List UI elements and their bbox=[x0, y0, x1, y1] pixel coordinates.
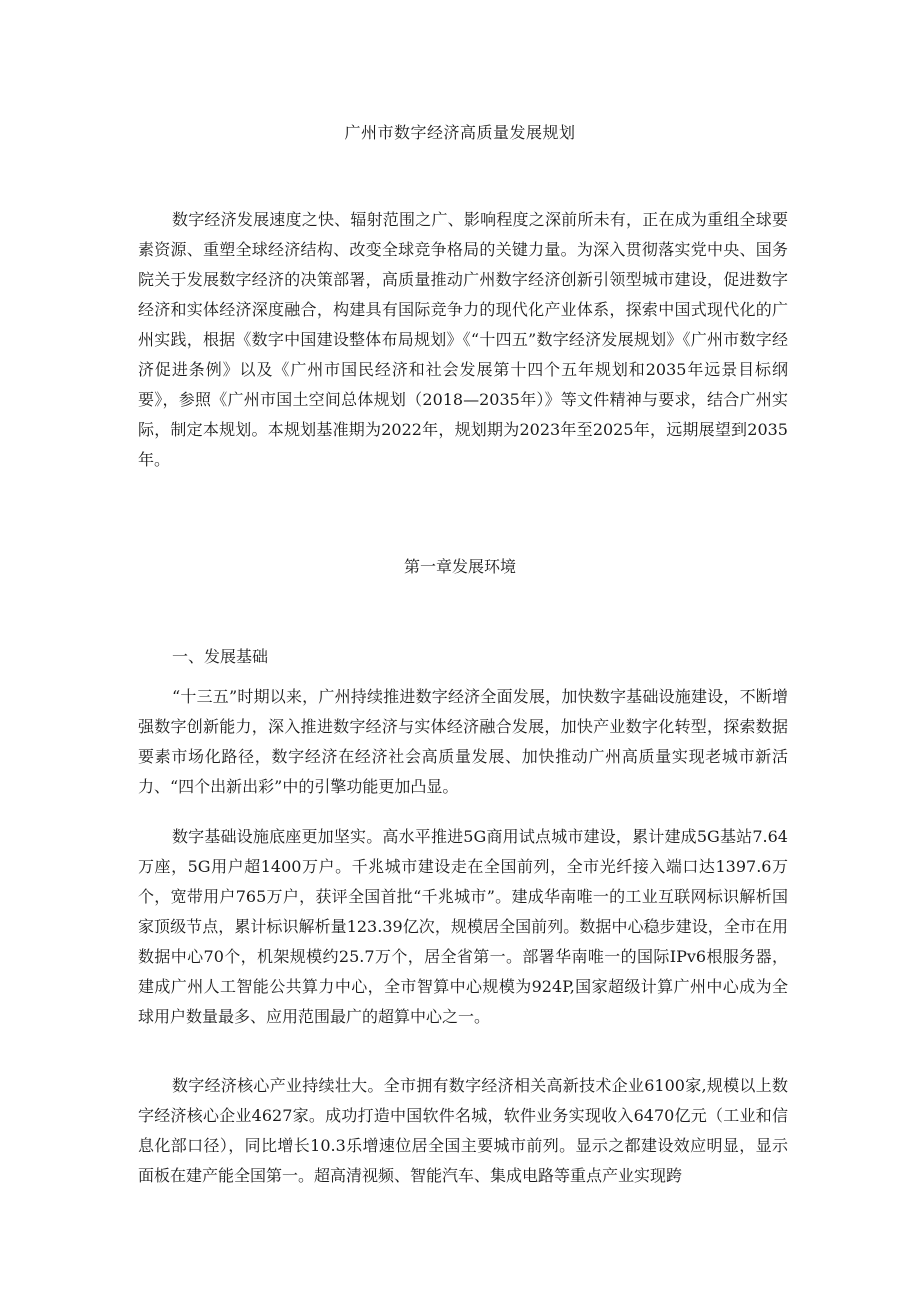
section-heading: 一、发展基础 bbox=[172, 647, 269, 666]
chapter-heading: 第一章发展环境 bbox=[403, 557, 516, 576]
document-title: 广州市数字经济高质量发展规划 bbox=[344, 123, 576, 142]
core-industry-paragraph: 数字经济核心产业持续壮大。全市拥有数字经济相关高新技术企业6100家,规模以上数字经济核心企业4627家。成功打造中国软件名城，软件业务实现收入6470亿元（工业和信息化部口径），同比增长10.3乐增速位居全国主要城市前列。显示之都建设效应明显，显示面板在建产能全国第一。超高清视频、智能汽车、集成电路等重点产业实现跨 bbox=[138, 1076, 788, 1185]
infrastructure-paragraph: 数字基础设施底座更加坚实。高水平推进5G商用试点城市建设，累计建成5G基站7.64万座，5G用户超1400万户。千兆城市建设走在全国前列，全市光纤接入端口达1397.6万个，宽带用户765万户，获评全国首批“千兆城市”。建成华南唯一的工业互联网标识解析国家顶级节点，累计标识解析量123.39亿次，规模居全国前列。数据中心稳步建设，全市在用数据中心70个，机架规模约25.7万个，居全省第一。部署华南唯一的国际IPv6根服务器，建成广州人工智能公共算力中心，全市智算中心规模为924P,国家超级计算广州中心成为全球用户数量最多、应用范围最广的超算中心之一。 bbox=[138, 827, 788, 1026]
foundation-paragraph: “十三五”时期以来，广州持续推进数字经济全面发展，加快数字基础设施建设，不断增强数字创新能力，深入推进数字经济与实体经济融合发展，加快产业数字化转型，探索数据要素市场化路径，数字经济在经济社会高质量发展、加快推动广州高质量实现老城市新活力、“四个出新出彩”中的引擎功能更加凸显。 bbox=[138, 687, 788, 796]
intro-paragraph: 数字经济发展速度之快、辐射范围之广、影响程度之深前所未有，正在成为重组全球要素资源、重塑全球经济结构、改变全球竞争格局的关键力量。为深入贯彻落实党中央、国务院关于发展数字经济的决策部署，高质量推动广州数字经济创新引领型城市建设，促进数字经济和实体经济深度融合，构建具有国际竞争力的现代化产业体系，探索中国式现代化的广州实践，根据《数字中国建设整体布局规划》《“十四五”数字经济发展规划》《广州市数字经济促进条例》以及《广州市国民经济和社会发展第十四个五年规划和2035年远景目标纲要》，参照《广州市国土空间总体规划（2018—2035年）》等文件精神与要求，结合广州实际，制定本规划。本规划基准期为2022年，规划期为2023年至2025年，远期展望到2035年。 bbox=[138, 210, 788, 469]
